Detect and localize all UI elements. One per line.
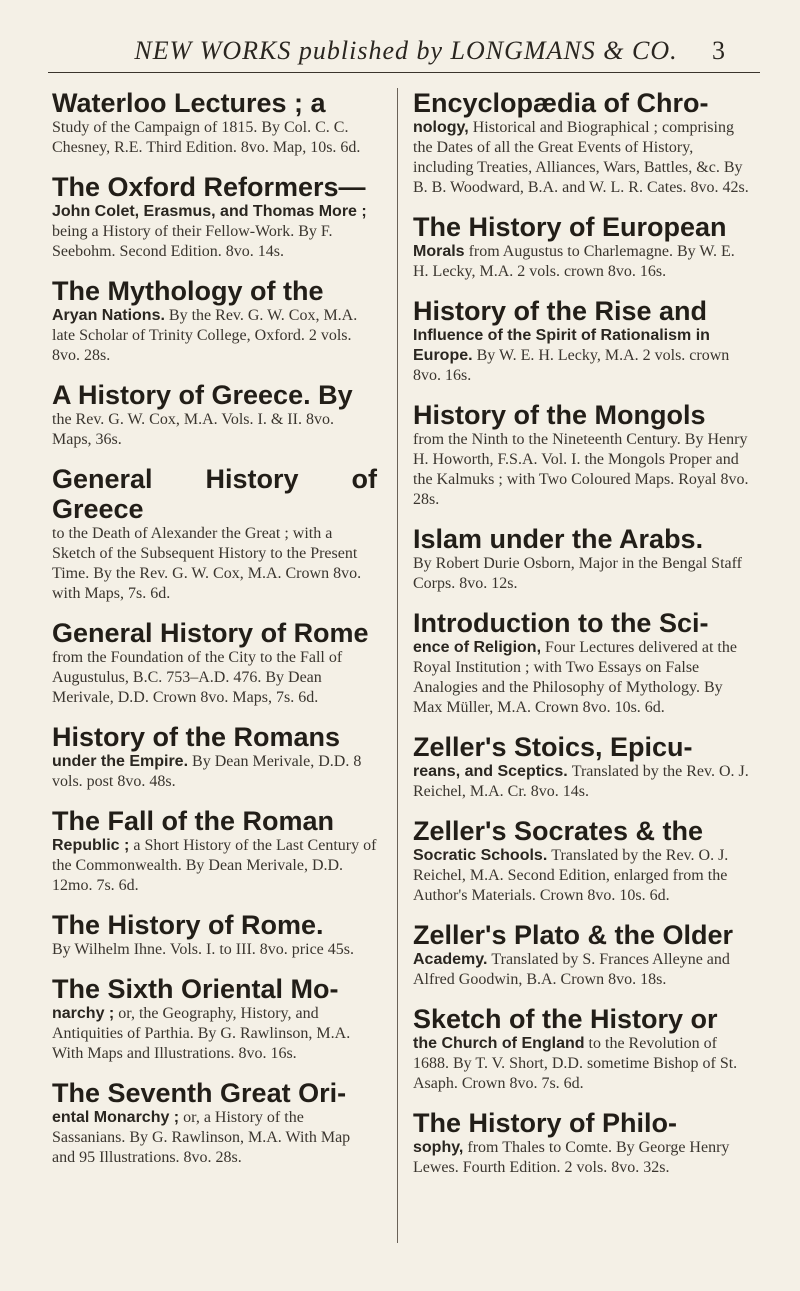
- right-column: [413, 88, 750, 1192]
- book-details: Translated by S. Frances Alleyne and Alfred Goodwin, B.A. Crown 8vo. 18s.: [413, 951, 730, 988]
- book-description: [413, 118, 750, 198]
- book-details: By W. E. H. Lecky, M.A. 2 vols. crown 8vo. 16s.: [413, 347, 730, 384]
- book-subtitle: reans, and Sceptics.: [413, 763, 568, 780]
- book-details: from the Ninth to the Nineteenth Century. By Henry H. Howorth, F.S.A. Vol. I. the Mongols Proper and the Kalmuks ; with Two Coloured Maps. Royal 8vo. 28s.: [413, 431, 749, 508]
- book-title: Zeller's Plato & the Older: [413, 920, 734, 950]
- book-subtitle: ental Monarchy ;: [52, 1109, 180, 1126]
- book-entry: [413, 732, 750, 802]
- book-title: Zeller's Stoics, Epicu-: [413, 732, 693, 762]
- book-entry: [413, 524, 750, 594]
- book-description: [52, 118, 377, 158]
- book-title: Zeller's Socrates & the: [413, 816, 704, 846]
- book-title: General History of Greece: [52, 464, 377, 524]
- book-title: General History of Rome: [52, 618, 369, 648]
- book-entry: [52, 276, 377, 366]
- book-title: History of the Rise and: [413, 296, 708, 326]
- book-title: Waterloo Lectures ; a: [52, 88, 326, 118]
- book-details: Four Lectures delivered at the Royal Institution ; with Two Essays on False Analogies and the Philosophy of Mythology. By Max Müller, M.A. Crown 8vo. 10s. 6d.: [413, 639, 737, 716]
- book-details: from Thales to Comte. By George Henry Lewes. Fourth Edition. 2 vols. 8vo. 32s.: [413, 1139, 730, 1176]
- book-details: By Wilhelm Ihne. Vols. I. to III. 8vo. price 45s.: [52, 941, 354, 958]
- book-details: By the Rev. G. W. Cox, M.A. late Scholar of Trinity College, Oxford. 2 vols. 8vo. 28s.: [52, 307, 358, 364]
- book-subtitle: Republic ;: [52, 837, 130, 854]
- book-entry: [413, 88, 750, 198]
- book-entry: [413, 920, 750, 990]
- book-details: to the Revolution of 1688. By T. V. Short, D.D. sometime Bishop of St. Asaph. Crown 8vo. 7s. 6d.: [413, 1035, 738, 1092]
- page-number: 3: [712, 36, 726, 65]
- book-details: Study of the Campaign of 1815. By Col. C. C. Chesney, R.E. Third Edition. 8vo. Map, 10s. 6d.: [52, 119, 361, 156]
- book-entry: [52, 806, 377, 896]
- column-divider: [397, 88, 398, 1243]
- book-details: By Robert Durie Osborn, Major in the Bengal Staff Corps. 8vo. 12s.: [413, 555, 742, 592]
- book-entry: [413, 296, 750, 386]
- book-title: Sketch of the History or: [413, 1004, 718, 1034]
- book-description: [52, 524, 377, 604]
- book-title: The Seventh Great Ori-: [52, 1078, 347, 1108]
- book-description: [413, 846, 750, 906]
- book-details: or, the Geography, History, and Antiquities of Parthia. By G. Rawlinson, M.A. With Maps and Illustrations. 8vo. 16s.: [52, 1005, 351, 1062]
- book-description: [413, 762, 750, 802]
- book-description: [413, 242, 750, 282]
- book-description: [52, 648, 377, 708]
- book-subtitle: Socratic Schools.: [413, 847, 548, 864]
- book-subtitle: nology,: [413, 119, 469, 136]
- book-entry: [52, 722, 377, 792]
- book-details: By Dean Merivale, D.D. 8 vols. post 8vo. 48s.: [52, 753, 362, 790]
- book-details: a Short History of the Last Century of the Commonwealth. By Dean Merivale, D.D. 12mo. 7s. 6d.: [52, 837, 377, 894]
- book-description: [52, 1004, 377, 1064]
- book-details: from Augustus to Charlemagne. By W. E. H. Lecky, M.A. 2 vols. crown 8vo. 16s.: [413, 243, 735, 280]
- book-entry: [413, 400, 750, 510]
- book-subtitle: Aryan Nations.: [52, 307, 165, 324]
- book-description: [413, 1138, 750, 1178]
- book-title: The Mythology of the: [52, 276, 324, 306]
- book-details: the Rev. G. W. Cox, M.A. Vols. I. & II. 8vo. Maps, 36s.: [52, 411, 334, 448]
- book-description: [52, 202, 377, 262]
- book-title: The History of Philo-: [413, 1108, 678, 1138]
- running-head: [86, 36, 726, 70]
- left-column: [52, 88, 377, 1182]
- book-description: [413, 1034, 750, 1094]
- book-entry: [52, 618, 377, 708]
- book-title: Islam under the Arabs.: [413, 524, 704, 554]
- book-description: [413, 326, 750, 386]
- book-description: [413, 638, 750, 718]
- book-subtitle: narchy ;: [52, 1005, 115, 1022]
- book-title: The Oxford Reformers—: [52, 172, 366, 202]
- book-details: being a History of their Fellow-Work. By F. Seebohm. Second Edition. 8vo. 14s.: [52, 223, 333, 260]
- book-title: History of the Mongols: [413, 400, 706, 430]
- book-description: [52, 836, 377, 896]
- book-details: Historical and Biographical ; comprising the Dates of all the Great Events of History, including Treaties, Alliances, Wars, Battles, &c. By B. B. Woodward, B.A. and W. L. R. Cates. 8vo. 42s.: [413, 119, 749, 196]
- book-title: History of the Romans: [52, 722, 341, 752]
- book-subtitle: Influence of the Spirit of Rationalism in Europe.: [413, 327, 710, 364]
- book-entry: [413, 608, 750, 718]
- book-subtitle: Academy.: [413, 951, 488, 968]
- book-description: [52, 306, 377, 366]
- book-title: A History of Greece. By: [52, 380, 353, 410]
- book-entry: [413, 816, 750, 906]
- book-title: Encyclopædia of Chro-: [413, 88, 709, 118]
- book-details: Translated by the Rev. O. J. Reichel, M.A. Cr. 8vo. 14s.: [413, 763, 749, 800]
- book-description: [413, 950, 750, 990]
- book-entry: [52, 1078, 377, 1168]
- book-description: [413, 430, 750, 510]
- book-entry: [52, 88, 377, 158]
- book-details: to the Death of Alexander the Great ; with a Sketch of the Subsequent History to the Present Time. By the Rev. G. W. Cox, M.A. Crown 8vo. with Maps, 7s. 6d.: [52, 525, 362, 602]
- book-entry: [52, 910, 377, 960]
- book-title: The Fall of the Roman: [52, 806, 335, 836]
- book-description: [52, 940, 377, 960]
- book-entry: [413, 212, 750, 282]
- book-title: The Sixth Oriental Mo-: [52, 974, 339, 1004]
- book-title: Introduction to the Sci-: [413, 608, 709, 638]
- running-head-text: NEW WORKS published by LONGMANS & CO.: [134, 36, 678, 65]
- book-entry: [52, 172, 377, 262]
- book-description: [52, 752, 377, 792]
- book-details: from the Foundation of the City to the Fall of Augustulus, B.C. 753–A.D. 476. By Dean Merivale, D.D. Crown 8vo. Maps, 7s. 6d.: [52, 649, 343, 706]
- book-entry: [413, 1004, 750, 1094]
- book-details: Translated by the Rev. O. J. Reichel, M.A. Second Edition, enlarged from the Author's Materials. Crown 8vo. 10s. 6d.: [413, 847, 729, 904]
- book-entry: [52, 974, 377, 1064]
- book-title: The History of Rome.: [52, 910, 324, 940]
- book-subtitle: John Colet, Erasmus, and Thomas More ;: [52, 203, 367, 220]
- header-rule: [48, 72, 760, 73]
- book-entry: [52, 464, 377, 604]
- book-entry: [413, 1108, 750, 1178]
- book-subtitle: under the Empire.: [52, 753, 189, 770]
- book-entry: [52, 380, 377, 450]
- book-description: [52, 410, 377, 450]
- book-subtitle: ence of Religion,: [413, 639, 542, 656]
- book-title: The History of European: [413, 212, 727, 242]
- book-subtitle: sophy,: [413, 1139, 464, 1156]
- book-subtitle: Morals: [413, 243, 465, 260]
- book-description: [52, 1108, 377, 1168]
- book-description: [413, 554, 750, 594]
- book-subtitle: the Church of England: [413, 1035, 585, 1052]
- book-details: or, a History of the Sassanians. By G. Rawlinson, M.A. With Map and 95 Illustrations. 8vo. 28s.: [52, 1109, 351, 1166]
